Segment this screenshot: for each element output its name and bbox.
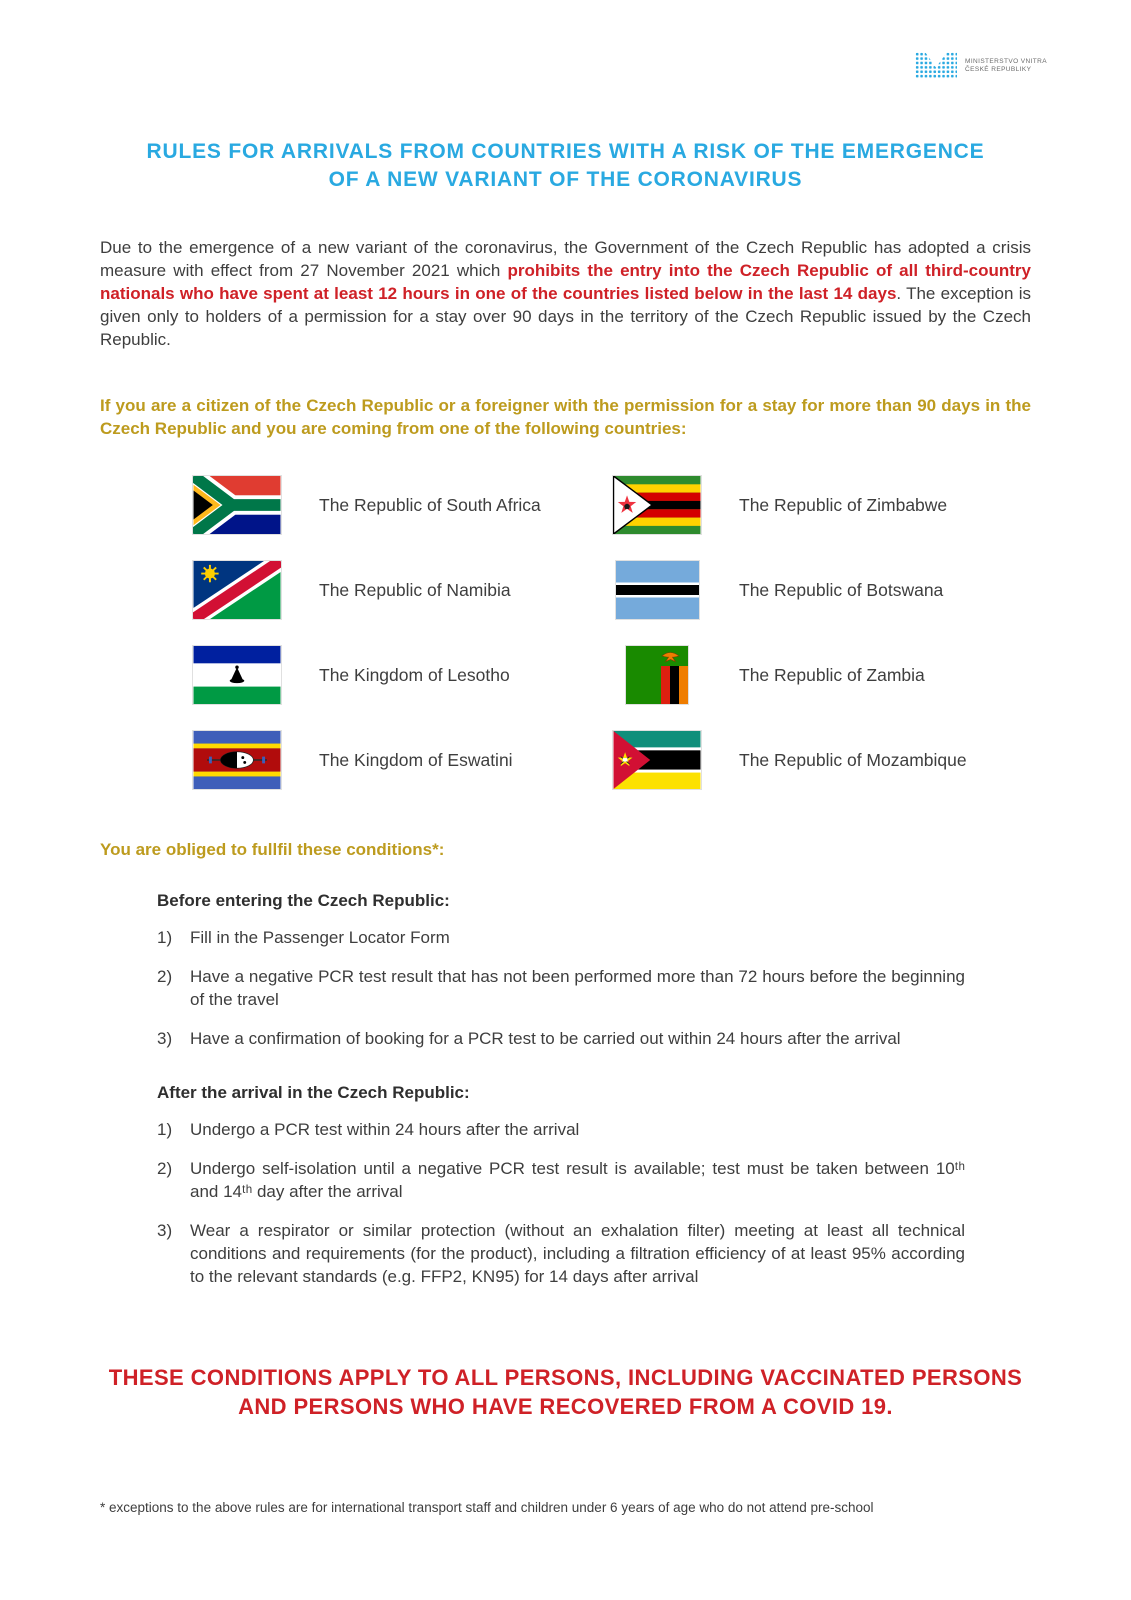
list-item — [157, 1118, 965, 1141]
country-eswatini — [193, 731, 613, 789]
item-number: 3) — [157, 1221, 173, 1240]
after-arrival-heading: After the arrival in the Czech Republic: — [157, 1083, 470, 1102]
flag-namibia-icon — [193, 561, 281, 619]
citizen-note: If you are a citizen of the Czech Republic or a foreigner with the permission for a stay for more than 90 days in the Czech Republic and you are coming from one of the following countries: — [100, 396, 1031, 438]
item-number: 3) — [157, 1029, 173, 1048]
country-label: The Kingdom of Eswatini — [319, 749, 513, 770]
final-notice-line1: THESE CONDITIONS APPLY TO ALL PERSONS, INCLUDING VACCINATED PERSONS — [108, 1365, 1023, 1390]
list-item — [157, 1027, 965, 1050]
country-flags-grid — [193, 476, 1038, 816]
final-notice-line2: AND PERSONS WHO HAVE RECOVERED FROM A COVID 19. — [238, 1394, 893, 1419]
page-title-line2: OF A NEW VARIANT OF THE CORONAVIRUS — [328, 168, 803, 191]
flag-row — [193, 646, 1038, 704]
final-notice — [60, 1363, 1071, 1421]
country-zambia — [613, 646, 1033, 704]
ministry-dotted-m-icon — [915, 52, 957, 79]
item-text: Wear a respirator or similar protection (without an exhalation filter) meeting at least all technical conditions and requirements (for the product), including a filtration efficiency of at least 95% according to the relevant standards (e.g. FFP2, KN95) for 14 days after arrival — [190, 1221, 965, 1286]
country-south-africa — [193, 476, 613, 534]
country-mozambique — [613, 731, 1033, 789]
country-label: The Republic of Botswana — [739, 579, 944, 600]
flag-zimbabwe-icon — [613, 476, 701, 534]
after-arrival-list — [157, 1118, 965, 1304]
before-entering-heading: Before entering the Czech Republic: — [157, 891, 450, 910]
item-text: Undergo self-isolation until a negative PCR test result is available; test must be taken between 10ᵗʰ and 14ᵗʰ day after the arrival — [190, 1159, 965, 1201]
country-label: The Republic of Zimbabwe — [739, 494, 948, 515]
flag-row — [193, 476, 1038, 534]
list-item — [157, 926, 965, 949]
item-text: Undergo a PCR test within 24 hours after the arrival — [190, 1120, 580, 1139]
list-item — [157, 1219, 965, 1288]
item-text: Fill in the Passenger Locator Form — [190, 928, 450, 947]
country-zimbabwe — [613, 476, 1033, 534]
flag-row — [193, 731, 1038, 789]
page-title — [100, 138, 1031, 194]
country-label: The Republic of South Africa — [319, 494, 541, 515]
flag-botswana-icon — [613, 561, 701, 619]
country-label: The Republic of Zambia — [739, 664, 925, 685]
list-item — [157, 965, 965, 1011]
list-item — [157, 1157, 965, 1203]
flag-lesotho-icon — [193, 646, 281, 704]
intro-part2: . The exception is given only to holders of a permission for a stay over 90 days in the territory of the Czech Republic issued by the Czech Republic. — [100, 284, 1031, 349]
flag-south-africa-icon — [193, 476, 281, 534]
country-label: The Kingdom of Lesotho — [319, 664, 510, 685]
item-number: 2) — [157, 967, 173, 986]
page-title-line1: RULES FOR ARRIVALS FROM COUNTRIES WITH A RISK OF THE EMERGENCE — [146, 140, 985, 163]
item-text: Have a negative PCR test result that has not been performed more than 72 hours before the beginning of the travel — [190, 967, 965, 1009]
obligation-heading: You are obliged to fullfil these conditions*: — [100, 840, 445, 859]
flag-row — [193, 561, 1038, 619]
ministry-logo-line1: MINISTERSTVO VNITRA — [965, 57, 1047, 65]
item-number: 1) — [157, 928, 173, 947]
item-text: Have a confirmation of booking for a PCR test to be carried out within 24 hours after the arrival — [190, 1029, 901, 1048]
intro-part1: Due to the emergence of a new variant of the coronavirus, the Government of the Czech Republic has adopted a crisis measure with effect from 27 November 2021 which — [100, 238, 1031, 280]
intro-paragraph — [100, 236, 1031, 351]
flag-mozambique-icon — [613, 731, 701, 789]
ministry-logo-text — [965, 58, 1047, 74]
country-lesotho — [193, 646, 613, 704]
ministry-logo-line2: ČESKÉ REPUBLIKY — [965, 65, 1032, 73]
flag-zambia-icon — [613, 646, 701, 704]
country-label: The Republic of Namibia — [319, 579, 511, 600]
before-entering-list — [157, 926, 965, 1066]
country-namibia — [193, 561, 613, 619]
item-number: 1) — [157, 1120, 173, 1139]
intro-highlight: prohibits the entry into the Czech Republic of all third-country nationals who have spent at least 12 hours in one of the countries listed below in the last 14 days — [100, 261, 1031, 303]
ministry-logo — [915, 52, 1047, 79]
country-label: The Republic of Mozambique — [739, 749, 967, 770]
item-number: 2) — [157, 1159, 173, 1178]
flag-eswatini-icon — [193, 731, 281, 789]
footnote: * exceptions to the above rules are for international transport staff and children under 6 years of age who do not attend pre-school — [100, 1500, 874, 1515]
country-botswana — [613, 561, 1033, 619]
